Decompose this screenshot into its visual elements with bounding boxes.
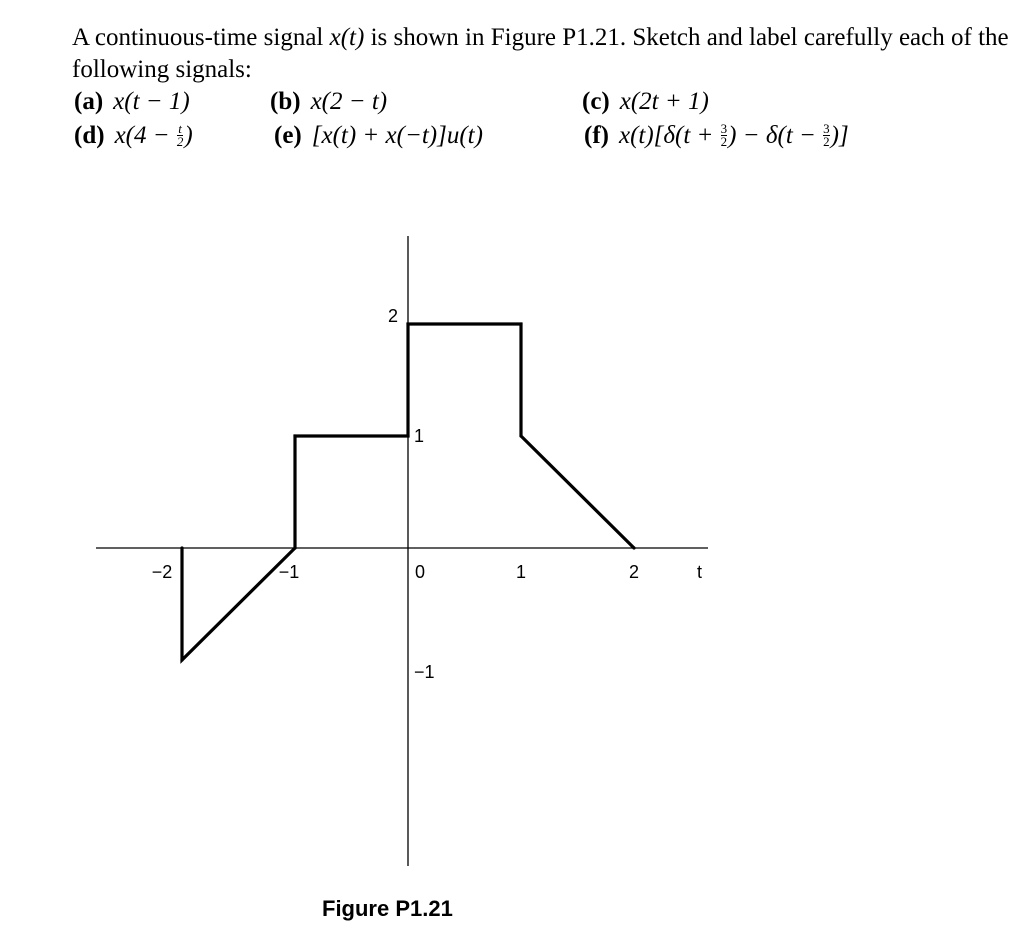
item-c-expr: x(2t + 1) [619, 88, 709, 115]
y-tick-label: 1 [414, 426, 425, 446]
x-tick-label: −2 [151, 562, 173, 582]
item-b-label: (b) [270, 88, 301, 115]
item-c-label: (c) [582, 88, 610, 115]
figure-caption: Figure P1.21 [322, 896, 453, 921]
item-f-frac2-den: 2 [823, 133, 830, 149]
x-tick-label: −1 [278, 562, 300, 582]
x-tick-label: 0 [414, 562, 426, 582]
item-d-frac-den: 2 [176, 133, 184, 149]
signal-vertex [180, 658, 183, 661]
item-d-expr-after: ) [184, 122, 193, 149]
item-f-frac1-num: 3 [720, 120, 728, 136]
item-f-expr-1: x(t)[δ(t + [618, 122, 720, 149]
item-f-frac2-num: 3 [823, 120, 830, 136]
signal-vertex [519, 322, 522, 325]
tick-labels [152, 306, 639, 682]
signal-vertex [632, 546, 635, 549]
x-tick-label: 2 [628, 562, 640, 582]
item-b-expr: x(2 − t) [310, 88, 388, 115]
item-e-expr: [x(t) + x(−t)]u(t) [311, 122, 483, 149]
item-f-label: (f) [584, 122, 609, 149]
item-f-expr-2: ) − δ(t − [728, 122, 823, 149]
item-e-label: (e) [274, 122, 302, 149]
y-tick-label: −1 [414, 662, 435, 682]
signal-vertex [293, 434, 296, 437]
item-a-expr: x(t − 1) [113, 88, 190, 115]
item-f-expr-3: )] [830, 122, 849, 149]
intro-signal: x(t) [329, 24, 365, 51]
x-axis-label: t [697, 562, 703, 582]
signal-vertex [519, 434, 522, 437]
item-f-frac1-den: 2 [720, 133, 728, 149]
intro-part2: is shown in Figure P1.21. Sketch and label carefully each of the following signals: [72, 24, 1009, 83]
signal-vertex [406, 322, 409, 325]
item-d-frac-num: t [178, 120, 182, 136]
x-tick-label: 1 [515, 562, 527, 582]
intro-part1: A continuous-time signal [72, 24, 330, 51]
signal-vertex [293, 546, 296, 549]
item-a-label: (a) [74, 88, 104, 115]
signal-vertex [406, 434, 409, 437]
y-tick-label: 2 [387, 306, 398, 326]
item-d-expr-before: x(4 − [114, 122, 176, 149]
signal-vertex [180, 546, 183, 549]
item-d-label: (d) [74, 122, 105, 149]
